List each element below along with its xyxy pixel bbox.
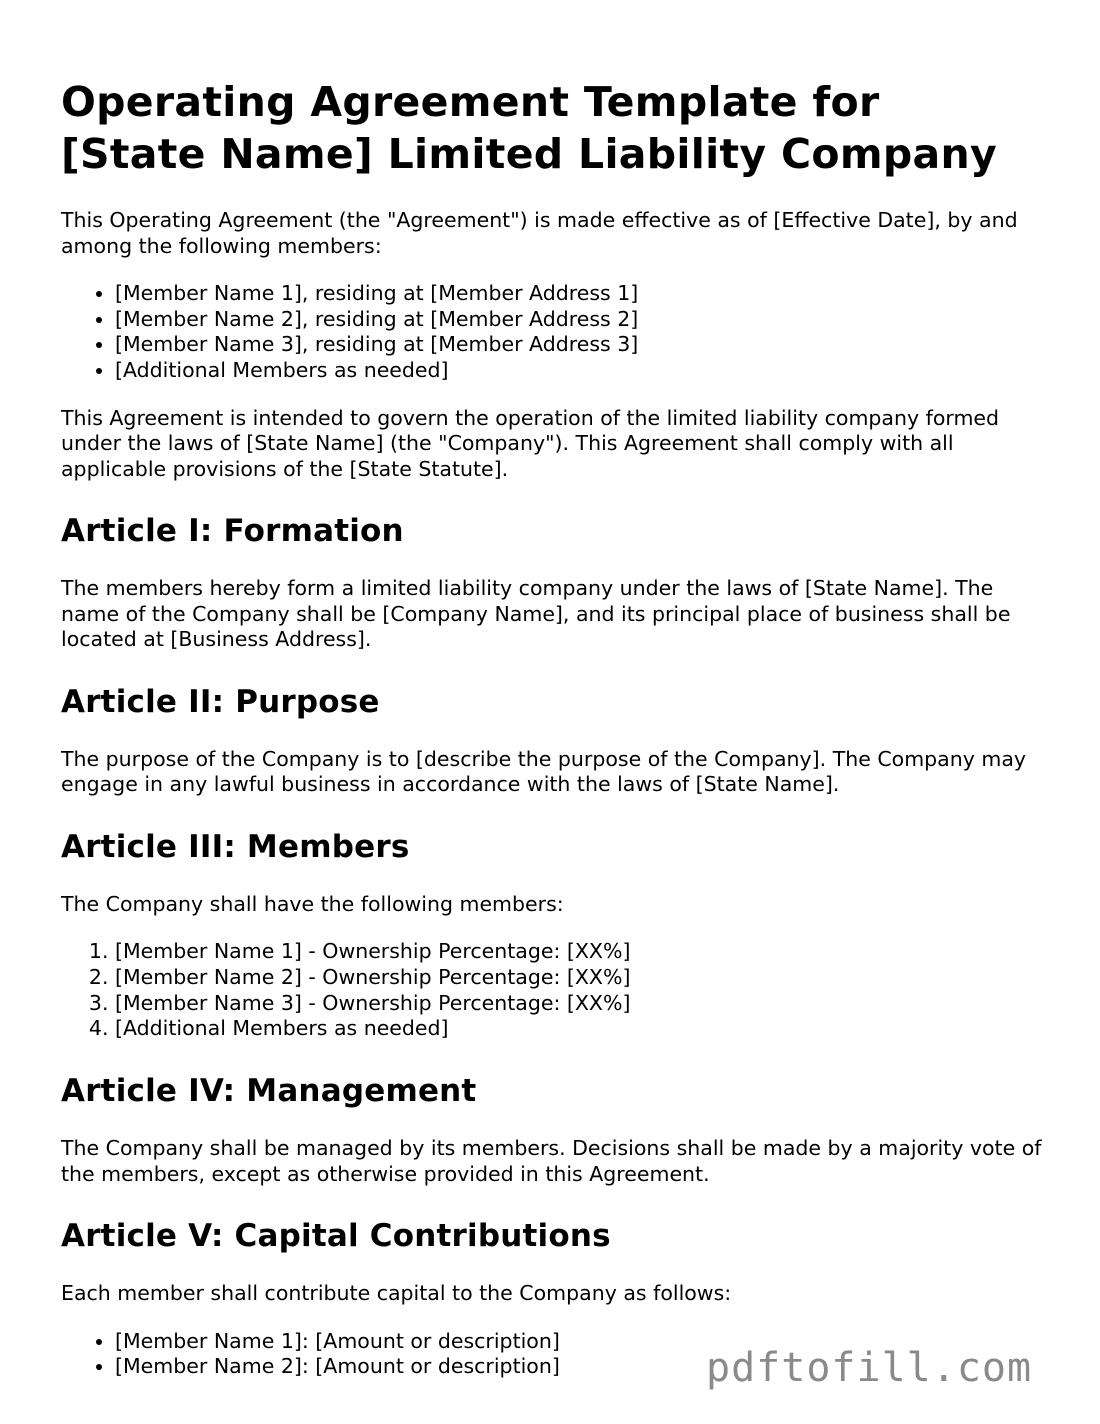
list-item: 2. [Member Name 2] - Ownership Percentage: [XX%] xyxy=(115,965,1051,991)
list-item: 3. [Member Name 3] - Ownership Percentage: [XX%] xyxy=(115,991,1051,1017)
list-item: • [Member Name 2], residing at [Member Address 2] xyxy=(115,307,1051,333)
article-5-body: Each member shall contribute capital to the Company as follows: xyxy=(61,1281,732,1306)
article-2-heading: Article II: Purpose xyxy=(61,683,380,720)
article-5-heading: Article V: Capital Contributions xyxy=(61,1218,611,1255)
members-list xyxy=(61,281,1051,384)
list-item: • [Member Name 3], residing at [Member Address 3] xyxy=(115,332,1051,358)
list-item: • [Additional Members as needed] xyxy=(115,358,1051,384)
article-4-body: The Company shall be managed by its members. Decisions shall be made by a majority vote of the members, except as otherwise provided in this Agreement. xyxy=(61,1136,1042,1186)
intro-paragraph: This Operating Agreement (the "Agreement") is made effective as of [Effective Date], by and among the following members: xyxy=(61,208,1018,258)
article-4-heading: Article IV: Management xyxy=(61,1073,477,1110)
list-item: • [Member Name 1]: [Amount or description] xyxy=(115,1329,1051,1355)
article-1-heading: Article I: Formation xyxy=(61,513,404,550)
governance-paragraph: This Agreement is intended to govern the operation of the limited liability company formed under the laws of [State Name] (the "Company"). This Agreement shall comply with all applicable provisions of the [State Statute]. xyxy=(61,405,1000,481)
watermark: pdftofill.com xyxy=(706,1345,1033,1391)
list-item: • [Member Name 1], residing at [Member Address 1] xyxy=(115,281,1051,307)
article-2-body: The purpose of the Company is to [describe the purpose of the Company]. The Company may engage in any lawful business in accordance with the laws of [State Name]. xyxy=(61,746,1027,797)
article-3-heading: Article III: Members xyxy=(61,828,410,865)
article-3-body: The Company shall have the following members: xyxy=(61,891,564,916)
article-1-body: The members hereby form a limited liability company under the laws of [State Name]. The name of the Company shall be [Company Name], and its principal place of business shall be located at [Business Address]. xyxy=(61,576,1011,652)
title-line-1: Operating Agreement Template for xyxy=(61,78,880,126)
list-item: 4. [Additional Members as needed] xyxy=(115,1016,1051,1042)
document-page xyxy=(61,76,1051,1402)
ownership-list xyxy=(61,939,1051,1042)
document-title xyxy=(61,76,1051,180)
title-line-2: [State Name] Limited Liability Company xyxy=(61,130,997,178)
list-item: • [Member Name 2]: [Amount or description] xyxy=(115,1354,1051,1380)
list-item: 1. [Member Name 1] - Ownership Percentage: [XX%] xyxy=(115,939,1051,965)
